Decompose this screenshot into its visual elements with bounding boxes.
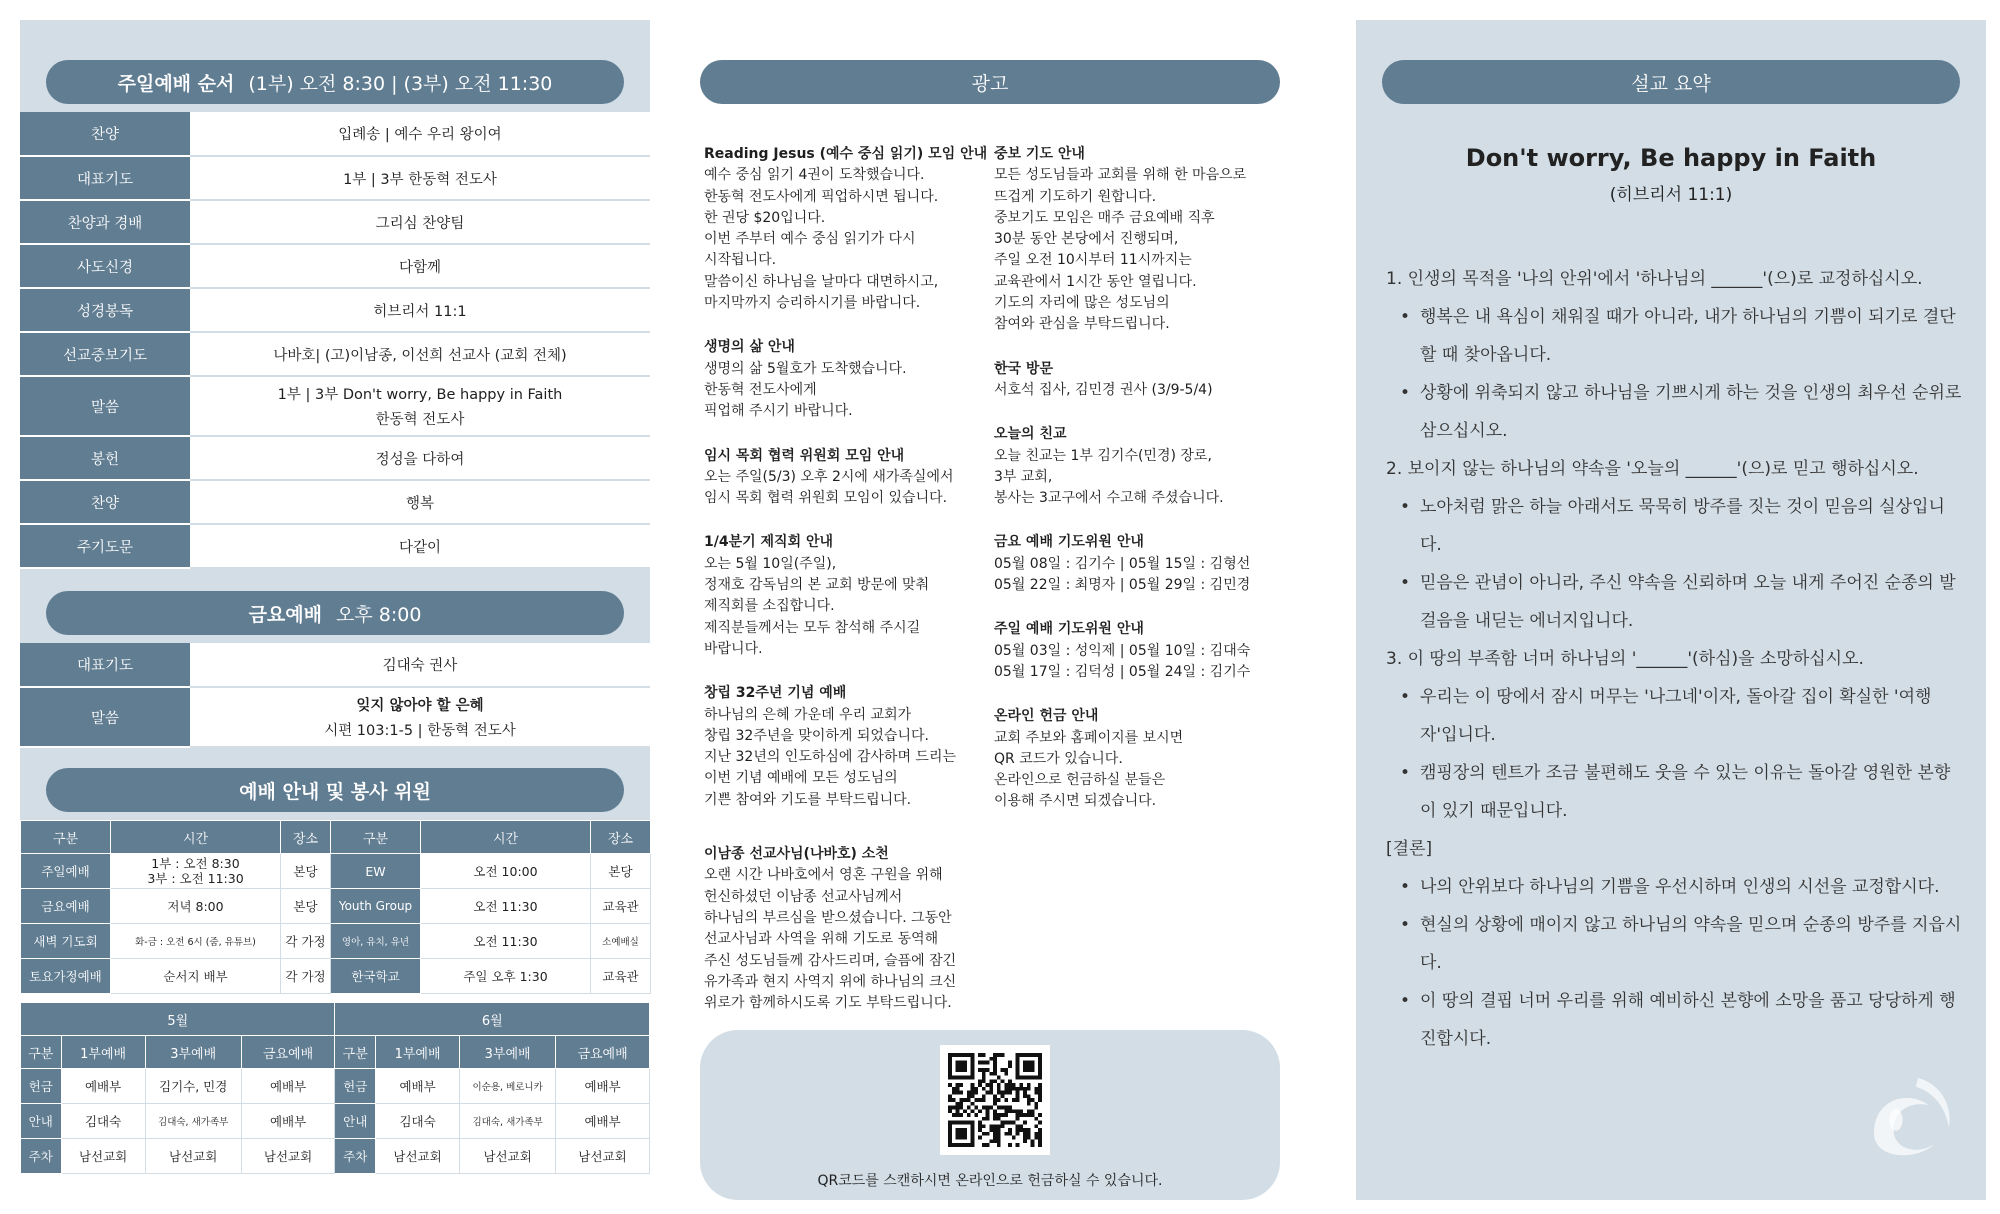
announcement-line: 제직회를 소집합니다. — [704, 598, 835, 615]
announcements-title — [700, 60, 1280, 104]
announcement-line: 모든 성도님들과 교회를 위해 한 마음으로 — [994, 167, 1247, 184]
duty-row — [21, 1069, 650, 1104]
announcement-title: 한국 방문 — [994, 360, 1053, 377]
sermon-bullet: • 우리는 이 땅에서 잠시 머무는 '나그네'이자, 돌아갈 집이 확실한 '여행자'입니다. — [1386, 678, 1966, 754]
announcement-line: 3부 교회, — [994, 468, 1053, 485]
sunday-order-table — [20, 112, 650, 569]
info-cell-text: 한국학교 — [351, 969, 400, 984]
announcements-columns — [700, 144, 1300, 1037]
announcement-line: 하나님의 은혜 가운데 우리 교회가 — [704, 706, 912, 723]
announcement-item — [994, 532, 1284, 596]
church-logo-icon — [1852, 1056, 1962, 1166]
announcement-title: Reading Jesus (예수 중심 읽기) 모임 안내 — [704, 146, 988, 162]
announcement-line: 선교사님과 사역을 위해 기도로 동역해 — [704, 931, 939, 948]
info-cell-text: 새벽 기도회 — [33, 934, 98, 949]
order-label: 대표기도 — [20, 643, 190, 687]
info-cell — [331, 854, 421, 889]
order-value-text: 입례송 | 예수 우리 왕이여 — [338, 127, 502, 143]
info-cell-text: 본당 — [293, 899, 318, 914]
announcement-line: 말씀이신 하나님을 날마다 대면하시고, — [704, 273, 939, 290]
announcement-title: 창립 32주년 기념 예배 — [704, 685, 847, 702]
info-cell — [591, 924, 651, 959]
info-cell-text: 오전 10:00 — [473, 864, 538, 879]
qr-code-graphic — [948, 1053, 1042, 1147]
announcement-item — [994, 359, 1284, 402]
duty-month-june: 6월 — [335, 1003, 650, 1036]
sermon-point: 3. 이 땅의 부족함 너머 하나님의 '______'(하심)을 소망하십시오. — [1386, 649, 1864, 669]
order-value-text: 김대숙 권사 — [382, 658, 458, 674]
announcement-line: 제직분들께서는 모두 참석해 주시길 — [704, 619, 921, 636]
info-cell — [421, 959, 591, 994]
announcements-right-column — [994, 144, 1284, 1037]
duty-row — [21, 1139, 650, 1174]
duty-header-cell: 1부예배 — [375, 1036, 459, 1069]
announcement-item — [704, 532, 994, 660]
info-cell-text: 순서지 배부 — [163, 969, 228, 984]
info-row — [21, 924, 651, 959]
duty-cell: 남선교회 — [61, 1139, 145, 1174]
info-cell-text: 3부 : 오전 11:30 — [147, 871, 244, 886]
duty-cell: 김대숙, 새가족부 — [460, 1104, 556, 1139]
announcement-item — [994, 619, 1284, 683]
sermon-bullet: • 상황에 위축되지 않고 하나님을 기쁘시게 하는 것을 인생의 최우선 순위로 삼으십시오. — [1386, 374, 1966, 450]
order-label: 말씀 — [20, 687, 190, 747]
order-value — [190, 376, 650, 436]
duty-cell: 안내 — [335, 1104, 376, 1139]
duty-cell: 주차 — [335, 1139, 376, 1174]
announcement-line: 이번 기념 예배에 모든 성도님의 — [704, 770, 898, 787]
order-value — [190, 643, 650, 687]
duty-month-may: 5월 — [21, 1003, 335, 1036]
sermon-point: 1. 인생의 목적을 '나의 안위'에서 '하나님의 ______'(으)로 교정하십시오. — [1386, 269, 1923, 289]
order-value — [190, 524, 650, 568]
info-row — [21, 854, 651, 889]
duty-cell: 남선교회 — [460, 1139, 556, 1174]
announcement-line: 시작됩니다. — [704, 252, 777, 269]
order-value — [190, 112, 650, 156]
announcements-title-text: 광고 — [971, 72, 1009, 95]
duty-header-row — [21, 1036, 650, 1069]
announcement-line: 오늘 친교는 1부 김기수(민경) 장로, — [994, 447, 1212, 464]
order-row — [20, 156, 650, 200]
sermon-summary-title — [1382, 60, 1960, 104]
order-value — [190, 244, 650, 288]
friday-title-text: 금요예배 — [248, 603, 322, 626]
order-label: 찬양 — [20, 480, 190, 524]
duty-header-cell: 구분 — [21, 1036, 62, 1069]
announcement-line: 오는 5월 10일(주일), — [704, 555, 837, 572]
order-value — [190, 480, 650, 524]
sermon-bullet: • 캠핑장의 텐트가 조금 불편해도 웃을 수 있는 이유는 돌아갈 영원한 본향이 있기 때문입니다. — [1386, 754, 1966, 830]
order-row — [20, 200, 650, 244]
friday-service-title — [46, 591, 624, 635]
announcement-line: 교육관에서 1시간 동안 열립니다. — [994, 273, 1197, 290]
duty-cell: 예배부 — [241, 1069, 335, 1104]
duty-cell: 김대숙 — [61, 1104, 145, 1139]
order-value-subtext: 시편 103:1-5 | 한동혁 전도사 — [324, 723, 516, 739]
info-cell-text: 각 가정 — [285, 934, 326, 949]
order-row — [20, 112, 650, 156]
order-value-text: 잊지 않아야 할 은혜 — [356, 698, 484, 714]
announcement-line: 기도의 자리에 많은 성도님의 — [994, 295, 1170, 312]
order-value — [190, 156, 650, 200]
sermon-bullet: • 믿음은 관념이 아니라, 주신 약속을 신뢰하며 오늘 내게 주어진 순종의 발걸음을 내딛는 에너지입니다. — [1386, 564, 1966, 640]
info-cell-text: 본당 — [293, 864, 318, 879]
order-label: 선교중보기도 — [20, 332, 190, 376]
order-value-subtext: 한동혁 전도사 — [375, 412, 465, 428]
info-cell — [111, 854, 281, 889]
info-header-cell: 장소 — [281, 821, 331, 854]
announcement-line: 오는 주일(5/3) 오후 2시에 새가족실에서 — [704, 468, 954, 485]
announcement-line: 05월 03일 : 성익제 | 05월 10일 : 김대숙 — [994, 642, 1251, 659]
sermon-title: Don't worry, Be happy in Faith — [1465, 144, 1877, 172]
info-row — [21, 889, 651, 924]
sermon-bullet: • 현실의 상황에 매이지 않고 하나님의 약속을 믿으며 순종의 방주를 지읍시다. — [1386, 906, 1966, 982]
info-cell — [331, 889, 421, 924]
sermon-point: 2. 보이지 않는 하나님의 약속을 '오늘의 ______'(으)로 믿고 행하십시오. — [1386, 459, 1919, 479]
sermon-points — [1386, 260, 1966, 1058]
order-value-text: 그리심 찬양팀 — [375, 215, 465, 232]
announcement-line: 주일 오전 10시부터 11시까지는 — [994, 252, 1192, 269]
info-cell-text: 화-금 : 오전 6시 (줌, 유튜브) — [135, 937, 256, 948]
announcement-line: 헌신하셨던 이남종 선교사님께서 — [704, 888, 903, 905]
announcements-panel — [700, 20, 1300, 1200]
sermon-bullet: • 행복은 내 욕심이 채워질 때가 아니라, 내가 하나님의 기쁨이 되기로 결단할 때 찾아옵니다. — [1386, 298, 1966, 374]
sunday-title-text: 주일예배 순서 — [117, 72, 235, 95]
info-cell-text: 토요가정예배 — [29, 969, 102, 984]
announcement-line: 온라인으로 헌금하실 분들은 — [994, 772, 1166, 789]
sermon-reference: (히브리서 11:1) — [1609, 185, 1733, 205]
order-value-text: 정성을 다하여 — [375, 451, 465, 468]
worship-order-panel — [20, 20, 650, 1200]
sunday-time-text: (1부) 오전 8:30 | (3부) 오전 11:30 — [248, 72, 553, 95]
announcement-title: 중보 기도 안내 — [994, 146, 1085, 162]
announcement-line: QR 코드가 있습니다. — [994, 750, 1123, 767]
info-cell-text: 주일예배 — [41, 864, 90, 879]
info-cell — [331, 959, 421, 994]
duty-row — [21, 1104, 650, 1139]
announcement-item — [994, 424, 1284, 509]
sermon-bullet: • 나의 안위보다 하나님의 기쁨을 우선시하며 인생의 시선을 교정합시다. — [1386, 868, 1966, 906]
order-value-text: 다같이 — [398, 539, 442, 556]
order-row — [20, 687, 650, 747]
sermon-point: [결론] — [1386, 839, 1433, 859]
duty-cell: 예배부 — [241, 1104, 335, 1139]
sermon-summary-title-text: 설교 요약 — [1631, 72, 1711, 95]
info-cell-text: 오전 11:30 — [473, 934, 538, 949]
order-value-text: 1부 | 3부 Don't worry, Be happy in Faith — [277, 387, 563, 403]
announcement-line: 유가족과 현지 사역지 위에 하나님의 크신 — [704, 973, 957, 990]
announcement-line: 봉사는 3교구에서 수고해 주셨습니다. — [994, 490, 1224, 507]
order-label: 찬양과 경배 — [20, 200, 190, 244]
announcement-line: 중보기도 모임은 매주 금요예배 직후 — [994, 209, 1215, 226]
friday-time-text: 오후 8:00 — [336, 603, 422, 626]
order-label: 봉헌 — [20, 436, 190, 480]
info-cell — [21, 959, 111, 994]
announcement-line: 이번 주부터 예수 중심 읽기가 다시 — [704, 231, 916, 248]
announcement-line: 05월 17일 : 김덕성 | 05월 24일 : 김기수 — [994, 663, 1251, 680]
order-label: 찬양 — [20, 112, 190, 156]
announcement-line: 마지막까지 승리하시기를 바랍니다. — [704, 295, 921, 312]
announcement-line: 오랜 시간 나바호에서 영혼 구원을 위해 — [704, 867, 943, 884]
qr-code[interactable] — [940, 1045, 1050, 1155]
duty-header-cell: 구분 — [335, 1036, 376, 1069]
duty-cell: 남선교회 — [241, 1139, 335, 1174]
announcement-item — [704, 337, 994, 422]
info-cell-text: 1부 : 오전 8:30 — [151, 856, 240, 871]
duty-header-cell: 3부예배 — [460, 1036, 556, 1069]
order-row — [20, 376, 650, 436]
info-cell-text: 오전 11:30 — [473, 899, 538, 914]
order-row — [20, 244, 650, 288]
announcement-line: 생명의 삶 5월호가 도착했습니다. — [704, 360, 907, 377]
announcement-line: 임시 목회 협력 위원회 모임이 있습니다. — [704, 490, 948, 507]
duty-cell: 헌금 — [335, 1069, 376, 1104]
announcement-line: 한 권당 $20입니다. — [704, 209, 826, 226]
info-cell-text: 교육관 — [602, 899, 639, 914]
info-cell — [111, 889, 281, 924]
info-cell — [281, 924, 331, 959]
info-header-cell: 시간 — [111, 821, 281, 854]
online-offering-box — [700, 1030, 1280, 1200]
duty-cell: 안내 — [21, 1104, 62, 1139]
info-cell — [421, 924, 591, 959]
duty-cell: 김기수, 민경 — [145, 1069, 241, 1104]
announcement-title: 이남종 선교사님(나바호) 소천 — [704, 846, 889, 863]
order-label: 주기도문 — [20, 524, 190, 568]
info-cell — [21, 854, 111, 889]
announcement-item — [704, 144, 994, 314]
announcement-line: 예수 중심 읽기 4권이 도착했습니다. — [704, 167, 925, 184]
order-value-text: 히브리서 11:1 — [373, 303, 467, 320]
announcement-line: 서호석 집사, 김민경 권사 (3/9-5/4) — [994, 381, 1213, 398]
announcement-title: 주일 예배 기도위원 안내 — [994, 621, 1144, 638]
order-value-text: 다함께 — [398, 259, 442, 276]
announcement-title: 1/4분기 제직회 안내 — [704, 534, 834, 551]
duty-cell: 김대숙 — [375, 1104, 459, 1139]
duty-header-cell: 금요예배 — [241, 1036, 335, 1069]
info-cell — [591, 959, 651, 994]
announcement-line: 30분 동안 본당에서 진행되며, — [994, 231, 1179, 248]
announcement-title: 오늘의 친교 — [994, 426, 1067, 443]
announcement-line: 05월 22일 : 최명자 | 05월 29일 : 김민경 — [994, 577, 1251, 594]
duty-header-cell: 금요예배 — [556, 1036, 650, 1069]
announcement-line: 한동혁 전도사에게 — [704, 381, 817, 398]
duty-cell: 남선교회 — [145, 1139, 241, 1174]
order-label: 사도신경 — [20, 244, 190, 288]
sermon-bullet: • 이 땅의 결핍 너머 우리를 위해 예비하신 본향에 소망을 품고 당당하게 행진합시다. — [1386, 982, 1966, 1058]
info-cell-text: 금요예배 — [41, 899, 90, 914]
info-cell-text: EW — [365, 863, 386, 879]
info-cell — [591, 889, 651, 924]
service-info-title-text: 예배 안내 및 봉사 위원 — [239, 780, 431, 803]
service-info-table — [20, 820, 651, 994]
info-header-cell: 구분 — [21, 821, 111, 854]
info-cell — [111, 924, 281, 959]
info-cell-text: 각 가정 — [285, 969, 326, 984]
info-cell-text: 저녁 8:00 — [167, 899, 224, 914]
info-cell-text: 영아, 유치, 유년 — [341, 937, 410, 948]
announcement-title: 금요 예배 기도위원 안내 — [994, 534, 1144, 551]
sermon-summary-panel — [1356, 20, 1986, 1200]
order-row — [20, 436, 650, 480]
order-value-text: 행복 — [405, 495, 434, 512]
announcement-line: 하나님의 부르심을 받으셨습니다. 그동안 — [704, 909, 952, 926]
announcement-line: 픽업해 주시기 바랍니다. — [704, 403, 853, 420]
info-row — [21, 959, 651, 994]
announcement-line: 정재호 감독님의 본 교회 방문에 맞춰 — [704, 577, 930, 594]
order-label: 대표기도 — [20, 156, 190, 200]
announcement-line: 주신 성도님들께 감사드리며, 슬픔에 잠긴 — [704, 952, 957, 969]
info-header-cell: 장소 — [591, 821, 651, 854]
duty-header-cell: 1부예배 — [61, 1036, 145, 1069]
service-info-header-band — [20, 748, 650, 820]
info-cell — [281, 959, 331, 994]
order-value — [190, 687, 650, 747]
announcement-line: 바랍니다. — [704, 640, 763, 657]
announcement-item — [704, 446, 994, 510]
order-row — [20, 643, 650, 687]
friday-header-band — [20, 569, 650, 643]
duty-cell: 예배부 — [61, 1069, 145, 1104]
announcement-title: 생명의 삶 안내 — [704, 339, 795, 356]
duty-cell: 주차 — [21, 1139, 62, 1174]
duty-cell: 예배부 — [556, 1069, 650, 1104]
order-value — [190, 288, 650, 332]
order-label: 말씀 — [20, 376, 190, 436]
announcement-item — [994, 706, 1284, 812]
order-value-text: 1부 | 3부 한동혁 전도사 — [343, 171, 497, 188]
announcement-line: 창립 32주년을 맞이하게 되었습니다. — [704, 727, 929, 744]
order-label: 성경봉독 — [20, 288, 190, 332]
info-cell — [331, 924, 421, 959]
info-cell-text: Youth Group — [338, 899, 413, 913]
announcement-line: 참여와 관심을 부탁드립니다. — [994, 316, 1170, 333]
order-row — [20, 332, 650, 376]
announcement-item — [704, 683, 994, 811]
announcement-line: 교회 주보와 홈페이지를 보시면 — [994, 729, 1184, 746]
info-cell — [111, 959, 281, 994]
duty-cell: 이순용, 베로니카 — [460, 1069, 556, 1104]
info-cell — [281, 889, 331, 924]
announcement-line: 위로가 함께하시도록 기도 부탁드립니다. — [704, 995, 952, 1012]
duty-cell: 김대숙, 새가족부 — [145, 1104, 241, 1139]
announcement-line: 지난 32년의 인도하심에 감사하며 드리는 — [704, 749, 956, 766]
info-cell-text: 주일 오후 1:30 — [463, 969, 548, 984]
announcement-line: 뜨겁게 기도하기 원합니다. — [994, 188, 1157, 205]
duty-cell: 예배부 — [375, 1069, 459, 1104]
duty-cell: 예배부 — [556, 1104, 650, 1139]
service-info-title — [46, 768, 624, 812]
info-cell-text: 소예배실 — [602, 937, 639, 948]
info-cell-text: 교육관 — [602, 969, 639, 984]
info-cell — [421, 854, 591, 889]
order-value-text: 나바호| (고)이남종, 이선희 선교사 (교회 전체) — [273, 347, 567, 364]
volunteer-duty-table — [20, 1002, 650, 1174]
announcement-line: 이용해 주시면 되겠습니다. — [994, 793, 1157, 810]
qr-caption: QR코드를 스캔하시면 온라인으로 헌금하실 수 있습니다. — [817, 1173, 1163, 1189]
announcement-title: 임시 목회 협력 위원회 모임 안내 — [704, 447, 905, 464]
order-row — [20, 288, 650, 332]
friday-order-table — [20, 643, 650, 748]
announcement-item — [994, 144, 1284, 336]
announcements-left-column — [704, 144, 994, 1037]
duty-cell: 남선교회 — [556, 1139, 650, 1174]
order-value — [190, 436, 650, 480]
info-header-cell: 구분 — [331, 821, 421, 854]
order-row — [20, 480, 650, 524]
duty-header-cell: 3부예배 — [145, 1036, 241, 1069]
announcement-line: 한동혁 전도사에게 픽업하시면 됩니다. — [704, 188, 939, 205]
order-value — [190, 332, 650, 376]
order-value — [190, 200, 650, 244]
announcement-line: 기쁜 참여와 기도를 부탁드립니다. — [704, 791, 912, 808]
sunday-header-band — [20, 20, 650, 112]
info-cell — [21, 924, 111, 959]
sunday-service-title — [46, 60, 624, 104]
duty-month-row — [21, 1003, 650, 1036]
info-cell — [421, 889, 591, 924]
info-cell — [21, 889, 111, 924]
duty-cell: 남선교회 — [375, 1139, 459, 1174]
info-header-row — [21, 821, 651, 854]
announcement-line: 05월 08일 : 김기수 | 05월 15일 : 김형선 — [994, 555, 1251, 572]
info-header-cell: 시간 — [421, 821, 591, 854]
duty-cell: 헌금 — [21, 1069, 62, 1104]
info-cell — [591, 854, 651, 889]
info-cell-text: 본당 — [608, 864, 633, 879]
sermon-bullet: • 노아처럼 맑은 하늘 아래서도 묵묵히 방주를 짓는 것이 믿음의 실상입니다. — [1386, 488, 1966, 564]
announcement-item — [704, 844, 994, 1014]
announcement-title: 온라인 헌금 안내 — [994, 708, 1099, 725]
info-cell — [281, 854, 331, 889]
order-row — [20, 524, 650, 568]
